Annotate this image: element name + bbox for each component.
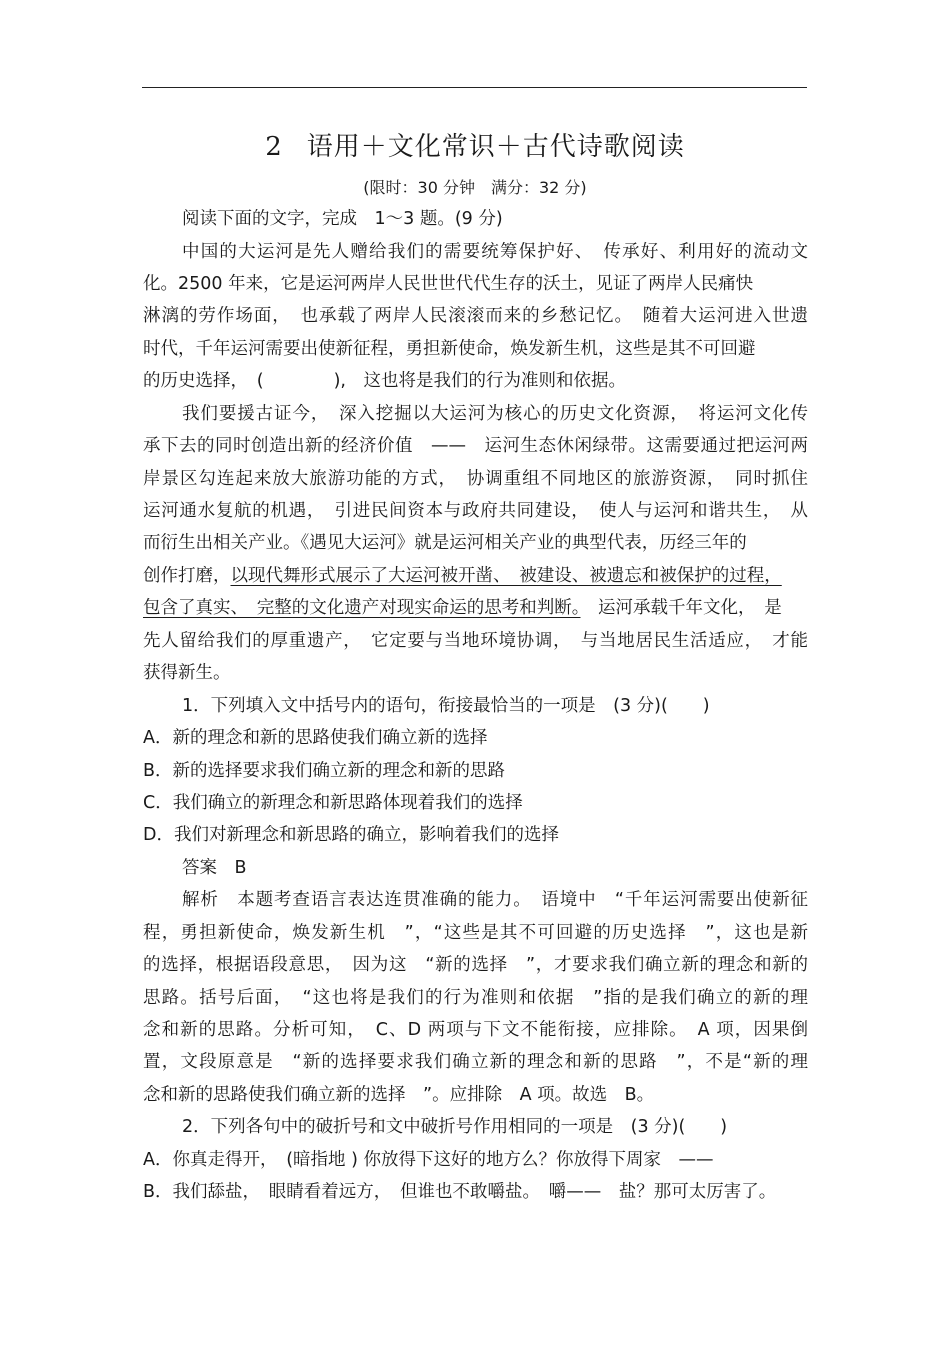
analysis-line: 解析 本题考查语言表达连贯准确的能力。 语境中 “千年运河需要出使新征 [182, 890, 808, 910]
analysis-line: 思路。括号后面， “这也将是我们的行为准则和依据 ”指的是我们确立的新的理 [143, 988, 808, 1008]
passage-line: 我们要援古证今， 深入挖掘以大运河为核心的历史文化资源， 将运河文化传 [182, 404, 808, 424]
passage-line: 中国的大运河是先人赠给我们的需要统筹保护好、 传承好、利用好的流动文 [182, 242, 808, 262]
title-number: 2 [265, 132, 283, 162]
passage-line: 的历史选择， ( ), 这也将是我们的行为准则和依据。 [143, 371, 626, 391]
underlined-sentence: 包含了真实、 完整的文化遗产对现实命运的思考和判断。 [143, 598, 581, 618]
q1-option-b: B．新的选择要求我们确立新的理念和新的思路 [143, 761, 506, 781]
header-rule [142, 87, 807, 88]
passage-line: 先人留给我们的厚重遗产， 它定要与当地环境协调， 与当地居民生活适应， 才能 [143, 631, 808, 651]
passage-line: 运河通水复航的机遇， 引进民间资本与政府共同建设， 使人与运河和谐共生， 从 [143, 501, 808, 521]
time-limit: (限时：30 分钟 满分：32 分) [363, 178, 587, 197]
question-2-stem: 2．下列各句中的破折号和文中破折号作用相同的一项是 (3 分)( ) [182, 1117, 728, 1137]
analysis-line: 的选择，根据语段意思， 因为这 “新的选择 ”，才要求我们确立新的理念和新的 [143, 955, 808, 975]
passage-line: 承下去的同时创造出新的经济价值 —— 运河生态休闲绿带。这需要通过把运河两 [143, 436, 808, 456]
passage-line [143, 562, 808, 587]
question-1-stem: 1．下列填入文中括号内的语句，衔接最恰当的一项是 (3 分)( ) [182, 696, 710, 716]
q2-option-b: B．我们舔盐， 眼睛看着远方， 但谁也不敢嚼盐。 嚼—— 盐？那可太厉害了。 [143, 1182, 777, 1202]
passage-line: 淋漓的劳作场面， 也承载了两岸人民滚滚而来的乡愁记忆。 随着大运河进入世遗 [143, 306, 808, 326]
intro: 阅读下面的文字，完成 1～3 题。(9 分) [182, 209, 503, 229]
passage-line [143, 594, 808, 619]
underlined-sentence: 以现代舞形式展示了大运河被开凿、 被建设、被遗忘和被保护的过程， [230, 566, 782, 586]
passage-line: 化。2500 年来，它是运河两岸人民世世代代生存的沃土，见证了两岸人民痛快 [143, 274, 754, 294]
q1-option-d: D．我们对新理念和新思路的确立，影响着我们的选择 [143, 825, 559, 845]
q1-option-c: C．我们确立的新理念和新思路体现着我们的选择 [143, 793, 523, 813]
page-title [0, 126, 950, 163]
q1-answer: 答案 B [182, 858, 247, 878]
q2-option-a: A．你真走得开， (暗指地 ) 你放得下这好的地方么？你放得下周家 —— [143, 1150, 714, 1170]
passage-text: 创作打磨， [143, 566, 231, 586]
analysis-line: 程，勇担新使命，焕发新生机 ”，“这些是其不可回避的历史选择 ”，这也是新 [143, 923, 808, 943]
passage-text: 运河承载千年文化， 是 [580, 598, 782, 618]
analysis-line: 念和新的思路使我们确立新的选择 ”。应排除 A 项。故选 B。 [143, 1085, 655, 1105]
passage-line: 岸景区勾连起来放大旅游功能的方式， 协调重组不同地区的旅游资源， 同时抓住 [143, 469, 808, 489]
passage-line: 获得新生。 [143, 663, 231, 683]
analysis-line: 置，文段原意是 “新的选择要求我们确立新的理念和新的思路 ”，不是“新的理 [143, 1052, 808, 1072]
q1-option-a: A．新的理念和新的思路使我们确立新的选择 [143, 728, 488, 748]
passage-line: 时代，千年运河需要出使新征程，勇担新使命，焕发新生机，这些是其不可回避 [143, 339, 756, 359]
analysis-line: 念和新的思路。分析可知， C、D 两项与下文不能衔接，应排除。 A 项，因果倒 [143, 1020, 808, 1040]
passage-line: 而衍生出相关产业。《遇见大运河》就是运河相关产业的典型代表，历经三年的 [143, 533, 747, 553]
title-text: 语用＋文化常识＋古代诗歌阅读 [306, 132, 685, 162]
